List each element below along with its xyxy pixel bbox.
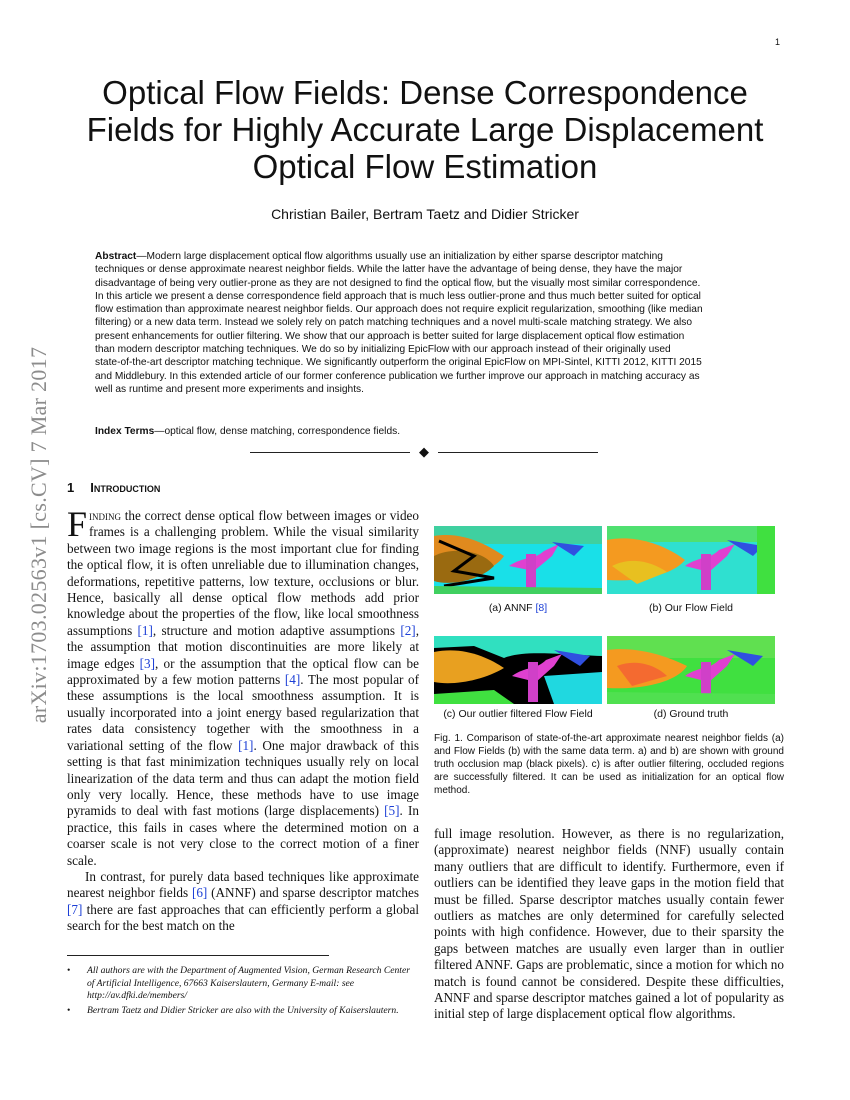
text-run: , or the assumption that the optical flow can be approximated by a few motion patterns bbox=[67, 655, 419, 688]
abstract-line: present enhancements for outlier filtering. We show that our approach is better suited for large displacement optical flow estimation bbox=[95, 330, 685, 342]
citation-link[interactable]: [8] bbox=[535, 602, 548, 614]
bullet-icon: • bbox=[67, 1004, 71, 1016]
text-run: there are fast approaches that can efficiently perform a global search for the best match on the bbox=[67, 901, 419, 934]
panel-region bbox=[544, 672, 602, 704]
abstract-line: and Middlebury. In this extended article of our former conference publication we further improve our approach in matching accuracy as bbox=[95, 370, 700, 382]
abstract-line: state-of-the-art descriptor matching technique. We significantly outperform the original EpicFlow on MPI-Sintel, KITTI 2012, KITTI 2015 bbox=[95, 357, 702, 369]
text-run: . The most popular of these assumptions is the local smoothness assumption. It is usually incorporated into a joint energy based regularization that rates data consistency together with the smoothness in a variational setting of the flow bbox=[67, 672, 419, 753]
footnote-text: All authors are with the Department of Augmented Vision, German Research Center of Artificial Intelligence, 67663 Kaiserslautern, Germany E-mail: see http://av.dfki.de/members/ bbox=[87, 965, 410, 1001]
page-number: 1 bbox=[775, 37, 781, 47]
citation-link[interactable]: [5] bbox=[384, 803, 400, 819]
text-run: In contrast, for purely data based techniques like approximate nearest neighbor fields bbox=[67, 868, 419, 901]
section-title: Introduction bbox=[90, 480, 161, 495]
sublabel-text: (a) ANNF bbox=[488, 602, 536, 614]
title-line: Fields for Highly Accurate Large Displacement bbox=[86, 111, 764, 148]
figure-sublabel-c: (c) Our outlier filtered Flow Field bbox=[443, 708, 593, 720]
index-terms-label: Index Terms bbox=[95, 426, 155, 437]
panel-region bbox=[757, 526, 775, 594]
text-run: (ANNF) and sparse descriptor matches bbox=[207, 885, 419, 901]
panel-region bbox=[528, 662, 538, 702]
index-terms bbox=[95, 426, 757, 437]
arxiv-identifier: arXiv:1703.02563v1 [cs.CV] 7 Mar 2017 bbox=[26, 346, 51, 724]
footnote-text: Bertram Taetz and Didier Stricker are also with the University of Kaiserslautern. bbox=[87, 1004, 399, 1016]
abstract-line: flow estimation than approximate nearest neighbor fields. Our approach does not require explicit regularization, smoothing (like median bbox=[95, 304, 703, 316]
figure-sublabel-a bbox=[434, 602, 602, 614]
citation-link[interactable]: [7] bbox=[67, 901, 83, 917]
section-heading bbox=[67, 480, 160, 495]
abstract-line: —Modern large displacement optical flow algorithms usually use an initialization by either sparse descriptor matching bbox=[136, 251, 663, 262]
left-column bbox=[67, 504, 420, 935]
footnotes bbox=[67, 965, 419, 1019]
title-line: Optical Flow Fields: Dense Correspondence bbox=[102, 74, 748, 111]
abstract-line: than modern descriptor matching techniques. We do so by initializing EpicFlow with our approach instead of their originally used bbox=[95, 344, 671, 356]
section-number: 1 bbox=[67, 480, 75, 495]
paragraph-body bbox=[67, 504, 420, 868]
citation-link[interactable]: [3] bbox=[139, 655, 156, 671]
index-terms-text: —optical flow, dense matching, correspondence fields. bbox=[154, 426, 401, 437]
footnote-item bbox=[67, 965, 419, 1003]
text-run: , structure and motion adaptive assumptions bbox=[152, 622, 401, 638]
figure-panel-ground-truth bbox=[607, 636, 775, 704]
right-column-paragraph: full image resolution. However, as there is no regularization, (approximate) nearest neighbor fields (NNF) usually contain many outliers that are difficult to identify. Furthermore, even if outliers can be identified they leave gaps in the motion field that must be filled. Sparse descriptor matches usually contain fewer outliers as matches are only determined for carefully selected points with high confidence. However, due to their sparsity the gaps between matches are usually even larger than in outlier filtered ANNF. Gaps are problematic, since a motion for which no match is found cannot be considered. Despite these difficulties, ANNF and sparse descriptor matches gained a lot of popularity as initial step of large displacement optical flow algorithms. bbox=[434, 826, 784, 1022]
text-run: . One major drawback of this setting is that fast minimization techniques usually rely on local linearization of the data term and thus can adapt the motion field only very locally. Hence, these methods have to use image pyramids to deal with fast motions (large displacements) bbox=[67, 737, 420, 819]
panel-region bbox=[701, 554, 711, 590]
citation-link[interactable]: [2] bbox=[400, 622, 416, 638]
text-run: . In practice, this fails in cases where the determined motion on a coarser scale is not very close to the correct motion of a finer scale. bbox=[67, 803, 419, 868]
citation-link[interactable]: [1] bbox=[137, 622, 153, 638]
abstract-line: disadvantage of being very outlier-prone as they are not designed to find the optical flow, but the visually most similar correspondence. bbox=[95, 277, 701, 289]
abstract-line: filtering) or a new data term. Instead we solely rely on patch matching techniques and a novel multi-scale matching strategy. We also bbox=[95, 317, 693, 329]
intro-paragraph-1 bbox=[67, 504, 420, 869]
text-run: the correct dense optical flow between images or video frames is a challenging problem. While the visual similarity between two image regions is the most important clue for finding the optical flow, it is often unreliable due to illumination changes, deformations, repetitive patterns, low texture, occlusions or blur. Hence, basically all dense optical flow methods add prior knowledge about the properties of the flow, like local smoothness assumptions bbox=[67, 508, 419, 638]
figure-caption: Fig. 1. Comparison of state-of-the-art approximate nearest neighbor fields (a) and Flow Fields (b) with the same data term. a) and b) are shown with ground truth occlusion map (black pixels). c) is after outlier filtering, occluded regions are successfully filtered. It can be used as initialization for an optical flow method. bbox=[434, 733, 784, 797]
abstract-line: techniques or dense approximate nearest neighbor fields. While the latter have the advantage of being dense, they have the major bbox=[95, 264, 683, 276]
figure-panel-filtered bbox=[434, 636, 602, 704]
bullet-icon: • bbox=[67, 965, 71, 976]
author-list: Christian Bailer, Bertram Taetz and Didier Stricker bbox=[271, 206, 579, 222]
footnote-rule bbox=[67, 955, 329, 956]
figure-sublabel-d: (d) Ground truth bbox=[653, 708, 729, 720]
footnote-item bbox=[67, 1005, 419, 1018]
title-line: Optical Flow Estimation bbox=[252, 148, 598, 185]
abstract-line: In this article we present a dense correspondence field approach that is much less outlier-prone and thus much better suited for optical bbox=[95, 290, 701, 302]
figure-sublabel-b: (b) Our Flow Field bbox=[648, 602, 733, 614]
text-run: , the assumption that motion discontinuities are more likely at image edges bbox=[67, 622, 419, 671]
section-divider-left bbox=[250, 452, 410, 453]
citation-link[interactable]: [6] bbox=[191, 885, 208, 901]
abstract-label: Abstract bbox=[95, 251, 137, 262]
paper-title bbox=[60, 74, 790, 185]
panel-region bbox=[607, 692, 775, 704]
intro-paragraph-2 bbox=[67, 869, 419, 935]
panel-region bbox=[526, 554, 536, 590]
section-divider-right bbox=[438, 452, 598, 453]
right-column bbox=[434, 826, 784, 1023]
divider-diamond-icon: ◆ bbox=[419, 444, 429, 459]
citation-link[interactable]: [1] bbox=[238, 737, 254, 753]
abstract-line: well as runtime and present more experiments and insights. bbox=[95, 383, 364, 395]
figure-panel-flow-field bbox=[607, 526, 775, 594]
first-word: inding bbox=[89, 508, 122, 523]
citation-link[interactable]: [4] bbox=[284, 672, 301, 688]
drop-cap: F bbox=[67, 504, 88, 544]
figure-panel-annf bbox=[434, 526, 602, 594]
abstract bbox=[95, 250, 757, 396]
